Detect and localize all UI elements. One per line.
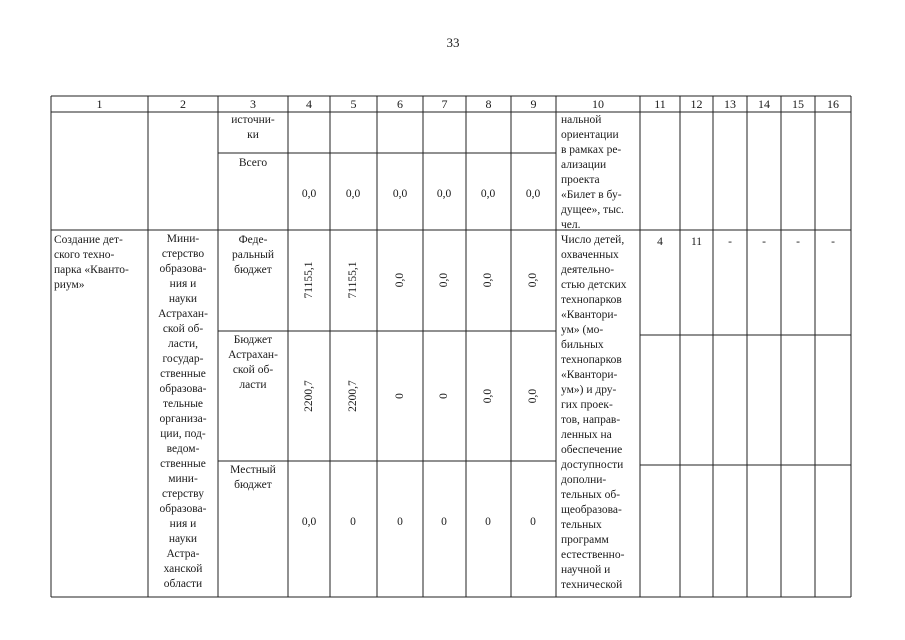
header-col-11: 11 xyxy=(654,97,666,111)
local-col6: 0 xyxy=(397,516,403,528)
header-col-1: 1 xyxy=(96,97,103,111)
regional-col8: 0,0 xyxy=(482,388,494,404)
header-col-2: 2 xyxy=(180,97,186,111)
indicator-text: Число детей, охваченных деятельно- стью детских технопарков «Квантори- ум» (мо- бильных технопарков «Квантори- ум») и дру- гих проек- тов, направ- ленных на обеспечение доступности дополни- тельных об- щеобразова- тельных программ естественно- научной и технической xyxy=(561,234,627,591)
prev-total-col6: 0,0 xyxy=(392,188,408,200)
prev-total-col9: 0,0 xyxy=(525,188,541,200)
prev-sources-label: источни- ки xyxy=(231,114,275,141)
header-col-15: 15 xyxy=(792,97,804,111)
regional-col7: 0 xyxy=(438,393,450,399)
header-col-7: 7 xyxy=(441,97,448,111)
source-local-label: Местный бюджет xyxy=(230,464,276,491)
header-col-13: 13 xyxy=(724,97,736,111)
value-col15: - xyxy=(796,236,800,248)
regional-col9: 0,0 xyxy=(527,388,539,404)
local-col4: 0,0 xyxy=(301,516,317,528)
federal-col6: 0,0 xyxy=(394,272,406,288)
header-col-5: 5 xyxy=(350,97,357,111)
value-col11: 4 xyxy=(657,236,663,248)
local-col5: 0 xyxy=(350,516,356,528)
regional-col4: 2200,7 xyxy=(303,380,315,412)
regional-col5: 2200,7 xyxy=(347,380,359,412)
prev-total-label: Всего xyxy=(238,157,268,169)
value-col16: - xyxy=(831,236,835,248)
federal-col9: 0,0 xyxy=(527,272,539,288)
federal-col8: 0,0 xyxy=(482,272,494,288)
prev-total-col8: 0,0 xyxy=(480,188,496,200)
federal-col7: 0,0 xyxy=(438,272,450,288)
federal-col4: 71155,1 xyxy=(303,261,315,299)
header-col-4: 4 xyxy=(306,97,312,111)
header-col-16: 16 xyxy=(827,97,839,111)
source-regional-label: Бюджет Астрахан- ской об- ласти xyxy=(228,334,278,391)
executor-text: Мини- стерство образова- ния и науки Астрахан- ской об- ласти, государ- ственные образова- тельные организа- ции, под- ведом- ственные мини- стерству образова- ния и науки Астра- ханской области xyxy=(158,233,208,590)
header-col-8: 8 xyxy=(485,97,492,111)
header-col-6: 6 xyxy=(397,97,403,111)
federal-col5: 71155,1 xyxy=(347,261,359,299)
header-col-9: 9 xyxy=(530,97,537,111)
value-col14: - xyxy=(762,236,766,248)
header-col-3: 3 xyxy=(250,97,256,111)
header-col-12: 12 xyxy=(690,97,703,111)
regional-col6: 0 xyxy=(394,393,406,399)
source-federal-label: Феде- ральный бюджет xyxy=(232,234,274,276)
prev-total-col7: 0,0 xyxy=(436,188,452,200)
page-number: 33 xyxy=(446,35,460,50)
prev-indicator-text: нальной ориентации в рамках ре- ализации проекта «Билет в бу- дущее», тыс. чел. xyxy=(561,114,624,231)
local-col7: 0 xyxy=(441,516,447,528)
value-col12: 11 xyxy=(690,236,703,248)
header-col-10: 10 xyxy=(592,97,604,111)
local-col9: 0 xyxy=(530,516,536,528)
local-col8: 0 xyxy=(485,516,491,528)
value-col13: - xyxy=(728,236,732,248)
header-col-14: 14 xyxy=(758,97,770,111)
prev-total-col4: 0,0 xyxy=(301,188,317,200)
prev-total-col5: 0,0 xyxy=(345,188,361,200)
measure-name: Создание дет- ского техно- парка «Кванто- риум» xyxy=(54,234,129,291)
